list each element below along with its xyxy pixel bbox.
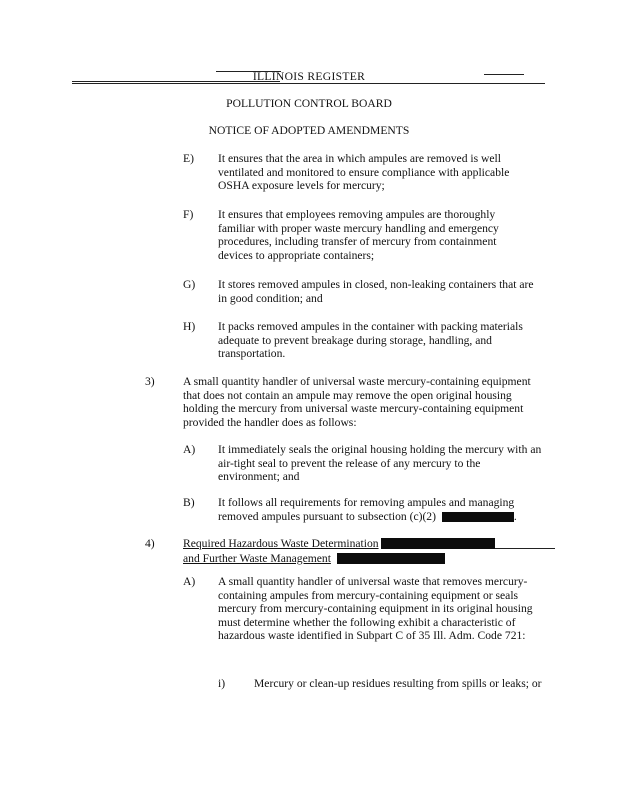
section-4a-i-label: i): [218, 677, 226, 690]
section-4a-i-text: Mercury or clean-up residues resulting from spills or leaks; or: [254, 677, 542, 690]
section-3a-label: A): [183, 443, 196, 456]
item-e-text: It ensures that the area in which ampules are removed is well ventilated and monitored to ensure compliance with applicable OSHA exposure levels for mercury;: [218, 152, 510, 193]
redaction-block: [381, 538, 495, 549]
register-title: ILLINOIS REGISTER: [252, 70, 366, 83]
item-h-label: H): [183, 320, 196, 333]
item-g-text: It stores removed ampules in closed, non-leaking containers that are in good condition; and: [218, 278, 534, 305]
section-3b-paragraph: [218, 496, 536, 523]
section-3b-label: B): [183, 496, 195, 509]
item-h-text: It packs removed ampules in the container with packing materials adequate to prevent breakage during storage, handling, and transportation.: [218, 320, 523, 361]
notice-title: NOTICE OF ADOPTED AMENDMENTS: [208, 124, 410, 137]
item-f-label: F): [183, 208, 194, 221]
section-3b-text: It follows all requirements for removing ampules and managing removed ampules pursuant to subsection (c)(2): [218, 496, 515, 523]
section-3b-end: .: [513, 509, 517, 523]
section-3-text: A small quantity handler of universal waste mercury-containing equipment that does not contain an ampule may remove the open original housing holding the mercury from universal waste mercury-containing equipment provided the handler does as follows:: [183, 375, 531, 429]
section-4-label: 4): [145, 537, 155, 550]
item-e-label: E): [183, 152, 194, 165]
section-4-heading-text-2: and Further Waste Management: [183, 551, 331, 565]
section-4-heading-text: Required Hazardous Waste Determination: [183, 537, 379, 550]
redaction-block: [442, 512, 514, 522]
section-4a-text: A small quantity handler of universal waste that removes mercury-containing ampules from mercury-containing equipment or seals mercury from mercury-containing equipment in its original housing must determine whether the following exhibit a characteristic of hazardous waste identified in Subpart C of 35 Ill. Adm. Code 721:: [218, 575, 533, 643]
redaction-block: [337, 553, 445, 564]
item-g-label: G): [183, 278, 196, 291]
section-4-heading-line1: [183, 537, 543, 551]
section-3-label: 3): [145, 375, 155, 388]
section-4-heading: [183, 537, 543, 565]
section-4a-label: A): [183, 575, 196, 588]
section-4-heading-line2: [183, 552, 543, 566]
section-3a-text: It immediately seals the original housing holding the mercury with an air-tight seal to prevent the release of any mercury to the environment; and: [218, 443, 542, 484]
board-title: POLLUTION CONTROL BOARD: [226, 97, 392, 110]
struck-text-fragment: [495, 537, 555, 549]
item-f-text: It ensures that employees removing ampules are thoroughly familiar with proper waste mercury handling and emergency procedures, including transfer of mercury from containment devices to appropriate containers;: [218, 208, 499, 262]
